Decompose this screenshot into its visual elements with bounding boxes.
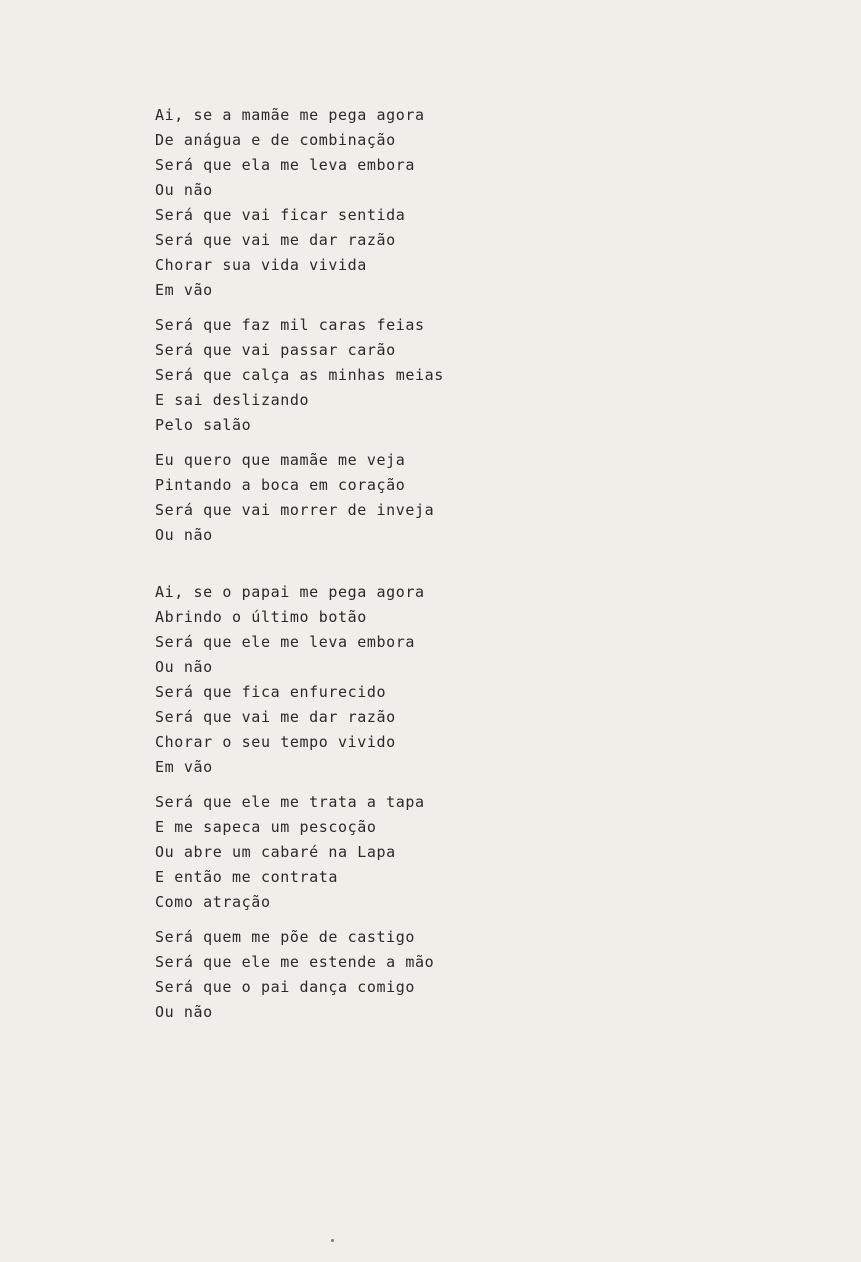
stanza-3 (155, 448, 655, 548)
lyric-line: Ou não (155, 181, 213, 199)
lyric-line: E então me contrata (155, 868, 338, 886)
stanza-4 (155, 580, 655, 780)
lyric-line: Será que fica enfurecido (155, 683, 387, 701)
lyric-line: Como atração (155, 893, 271, 911)
lyric-line: E me sapeca um pescoção (155, 818, 377, 836)
lyric-line: Será que o pai dança comigo (155, 978, 416, 996)
stanza-gap (155, 438, 655, 448)
stanza-1 (155, 103, 655, 303)
lyrics-text (155, 103, 655, 1025)
stanza-gap (155, 303, 655, 313)
lyric-line: Será que ele me leva embora (155, 633, 416, 651)
lyric-line: Chorar sua vida vivida (155, 256, 367, 274)
lyric-line: E sai deslizando (155, 391, 310, 409)
lyric-line: Chorar o seu tempo vivido (155, 733, 396, 751)
stanza-gap (155, 915, 655, 925)
lyric-line: Ai, se a mamãe me pega agora (155, 106, 425, 124)
lyric-line: Ou abre um cabaré na Lapa (155, 843, 396, 861)
stanza-5 (155, 790, 655, 915)
lyric-line: Será que vai ficar sentida (155, 206, 406, 224)
lyric-line: Ou não (155, 658, 213, 676)
lyric-line: Em vão (155, 281, 213, 299)
lyric-line: Pelo salão (155, 416, 252, 434)
lyric-line: Será que vai me dar razão (155, 231, 396, 249)
stanza-gap (155, 780, 655, 790)
lyric-line: Será que vai me dar razão (155, 708, 396, 726)
paper-speck (331, 1239, 334, 1242)
lyric-line: Pintando a boca em coração (155, 476, 406, 494)
lyric-line: Será que ela me leva embora (155, 156, 416, 174)
stanza-2 (155, 313, 655, 438)
lyric-line: Será que ele me trata a tapa (155, 793, 425, 811)
section-gap (155, 548, 655, 580)
lyric-line: Será que ele me estende a mão (155, 953, 435, 971)
lyric-line: Em vão (155, 758, 213, 776)
lyric-line: Ou não (155, 1003, 213, 1021)
lyric-line: Será que vai passar carão (155, 341, 396, 359)
stanza-6 (155, 925, 655, 1025)
lyric-line: Será que vai morrer de inveja (155, 501, 435, 519)
lyric-line: Será quem me põe de castigo (155, 928, 416, 946)
lyric-line: De anágua e de combinação (155, 131, 396, 149)
lyric-line: Será que faz mil caras feias (155, 316, 425, 334)
lyric-line: Eu quero que mamãe me veja (155, 451, 406, 469)
lyric-line: Ai, se o papai me pega agora (155, 583, 425, 601)
lyric-line: Será que calça as minhas meias (155, 366, 444, 384)
lyric-line: Ou não (155, 526, 213, 544)
lyric-line: Abrindo o último botão (155, 608, 367, 626)
